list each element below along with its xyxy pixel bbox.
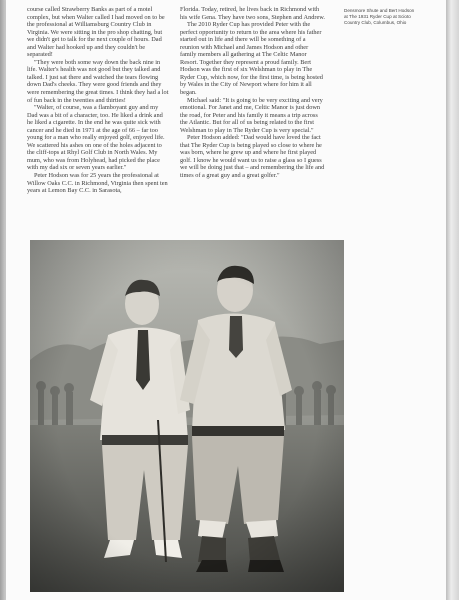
magazine-page	[6, 0, 446, 600]
article-paragraph: "Walter, of course, was a flamboyant guy and my Dad was a bit of a character, too. He liked a drink and he liked a cigarette. In the end he was quite sick with cancer and he died in 1971 at the age of 66 – far too young for a man who really enjoyed golf, enjoyed life. We scattered his ashes on one of the holes adjacent to the cliff-tops at Rhyl Golf Club in North Wales. My mum, who was from Holyhead, had picked the place with my dad six or seven years earlier."	[27, 104, 165, 172]
article-column-right	[180, 6, 326, 180]
article-paragraph: Florida. Today, retired, he lives back in Richmond with his wife Gena. They have two sons, Stephen and Andrew.	[180, 6, 325, 21]
article-column-left	[27, 6, 170, 195]
article-paragraph: Michael said: "It is going to be very exciting and very emotional. For Janet and me, Celtic Manor is just down the road, for Peter and his family it means a trip across the Atlantic. But for all of us being related to the first Welshman to play in The Ryder Cup is very special."	[180, 96, 323, 134]
vintage-photo-two-golfers-icon	[30, 240, 344, 592]
article-paragraph: Peter Hodson was for 25 years the professional at Willow Oaks C.C. in Richmond, Virginia then spent ten years at Lemon Bay C.C. in Sarasota,	[27, 172, 168, 195]
photo-caption	[344, 8, 416, 27]
golfers-photo	[30, 240, 344, 592]
article-paragraph: Peter Hodson added: "Dad would have loved the fact that The Ryder Cup is being played so close to where he was born, where he grew up and where he first played golf. I know he would want us to raise a glass so I guess we will be doing just that – and remembering the life and times of a great guy and a great golfer."	[180, 134, 325, 180]
article-paragraph: course called Strawberry Banks as part of a motel complex, but when Walter called I had moved on to be the professional at Williamsburg Country Club in Virginia. We were sitting in the pro shop chatting, but we didn't get to talk for the next couple of hours. Dad and Walter had hooked up and they couldn't be separated!	[27, 6, 165, 59]
article-paragraph: "They were both some way down the back nine in life. Walter's health was not good but they talked and talked. I just sat there and watched the tears flowing down Dad's cheeks. They were good friends and they were remembering the great times. I think they had a lot of fun back in the twenties and thirties!	[27, 58, 169, 104]
article-paragraph: The 2010 Ryder Cup has provided Peter with the perfect opportunity to return to the area where his father started out in life and there will be something of a reunion with Michael and James Hodson and other family members all gathering at The Celtic Manor Resort. Together they represent a proud family. Bert Hodson was the first of six Welshman to play in The Ryder Cup, which now, for the first time, is being hosted by Wales in the City of Newport where for him it all began.	[180, 21, 323, 97]
photo-caption-text: Densmore Shute and Bert Hodson at The 1931 Ryder Cup at Scioto Country Club, Columbus, Ohio	[344, 8, 415, 26]
scan-edge-right	[446, 0, 459, 600]
